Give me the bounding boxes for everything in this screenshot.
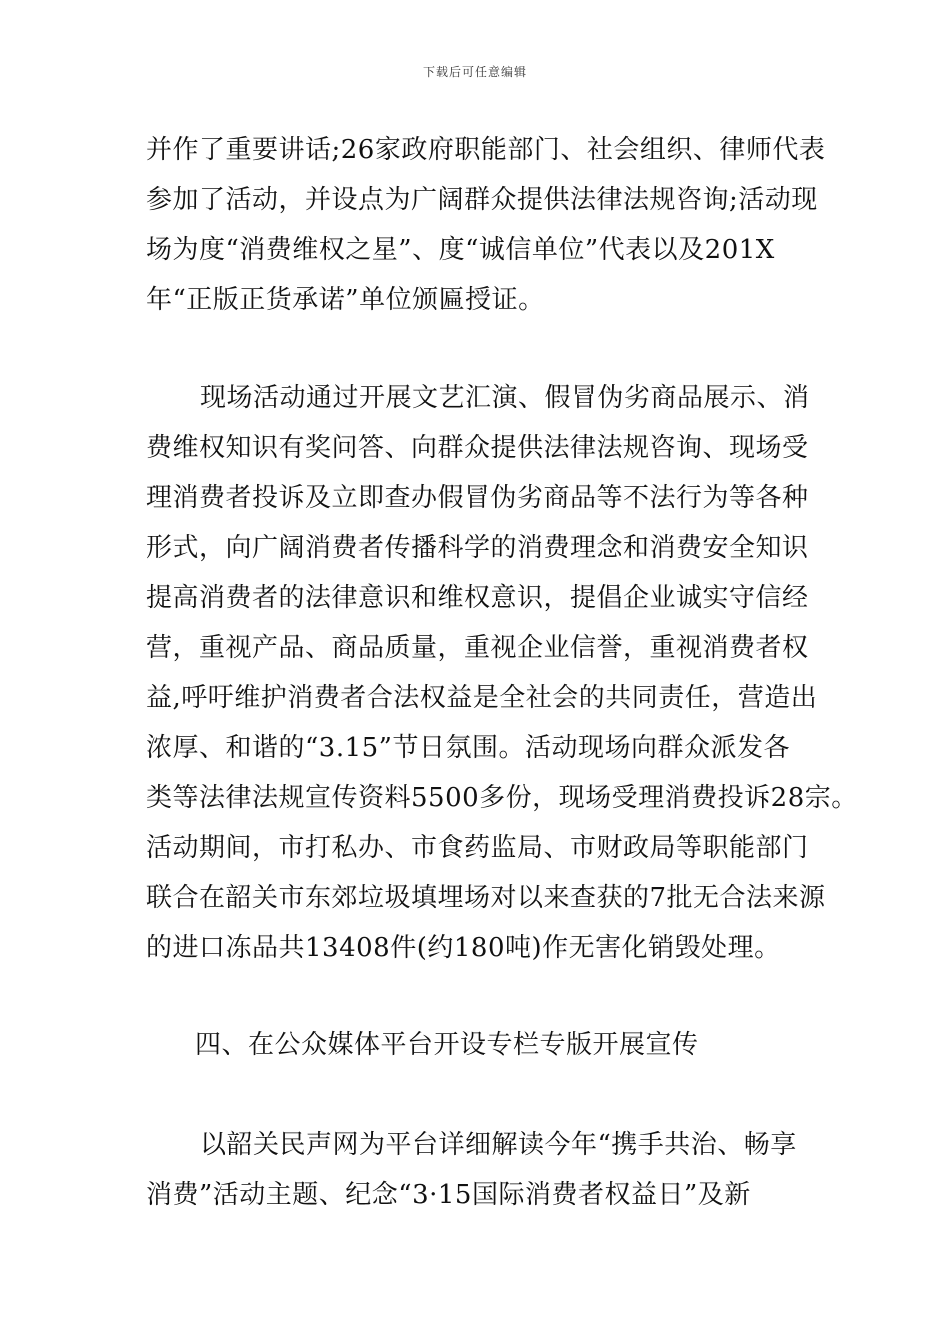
paragraph-2-line-12: 的进口冻品共13408件(约180吨)作无害化销毁处理。 bbox=[146, 933, 781, 963]
paragraph-2-line-1: 现场活动通过开展文艺汇演、假冒伪劣商品展示、消 bbox=[200, 383, 810, 413]
paragraph-2-line-4: 形式，向广阔消费者传播科学的消费理念和消费安全知识 bbox=[146, 533, 809, 563]
section-heading: 四、在公众媒体平台开设专栏专版开展宣传 bbox=[195, 1030, 699, 1060]
paragraph-1-line-2: 参加了活动，并设点为广阔群众提供法律法规咨询;活动现 bbox=[146, 185, 818, 215]
paragraph-2-line-7: 益,呼吁维护消费者合法权益是全社会的共同责任，营造出 bbox=[146, 683, 818, 713]
paragraph-2-line-11: 联合在韶关市东郊垃圾填埋场对以来查获的7批无合法来源 bbox=[146, 883, 826, 913]
paragraph-2-line-2: 费维权知识有奖问答、向群众提供法律法规咨询、现场受 bbox=[146, 433, 809, 463]
paragraph-2-line-6: 营，重视产品、商品质量，重视企业信誉，重视消费者权 bbox=[146, 633, 809, 663]
paragraph-2-line-10: 活动期间，市打私办、市食药监局、市财政局等职能部门 bbox=[146, 833, 809, 863]
paragraph-3-line-2: 消费”活动主题、纪念“3·15国际消费者权益日”及新 bbox=[146, 1180, 751, 1210]
paragraph-2-line-8: 浓厚、和谐的“3.15”节日氛围。活动现场向群众派发各 bbox=[146, 733, 790, 763]
paragraph-2-line-3: 理消费者投诉及立即查办假冒伪劣商品等不法行为等各种 bbox=[146, 483, 809, 513]
paragraph-1-line-1: 并作了重要讲话;26家政府职能部门、社会组织、律师代表 bbox=[146, 135, 826, 165]
paragraph-3-line-1: 以韶关民声网为平台详细解读今年“携手共治、畅享 bbox=[200, 1130, 797, 1160]
paragraph-2-line-9: 类等法律法规宣传资料5500多份，现场受理消费投诉28宗。 bbox=[146, 783, 858, 813]
paragraph-1-line-4: 年“正版正货承诺”单位颁匾授证。 bbox=[146, 285, 545, 315]
page-header: 下载后可任意编辑 bbox=[422, 65, 527, 79]
paragraph-1-line-3: 场为度“消费维权之星”、度“诚信单位”代表以及201X bbox=[146, 235, 775, 265]
paragraph-2-line-5: 提高消费者的法律意识和维权意识，提倡企业诚实守信经 bbox=[146, 583, 809, 613]
